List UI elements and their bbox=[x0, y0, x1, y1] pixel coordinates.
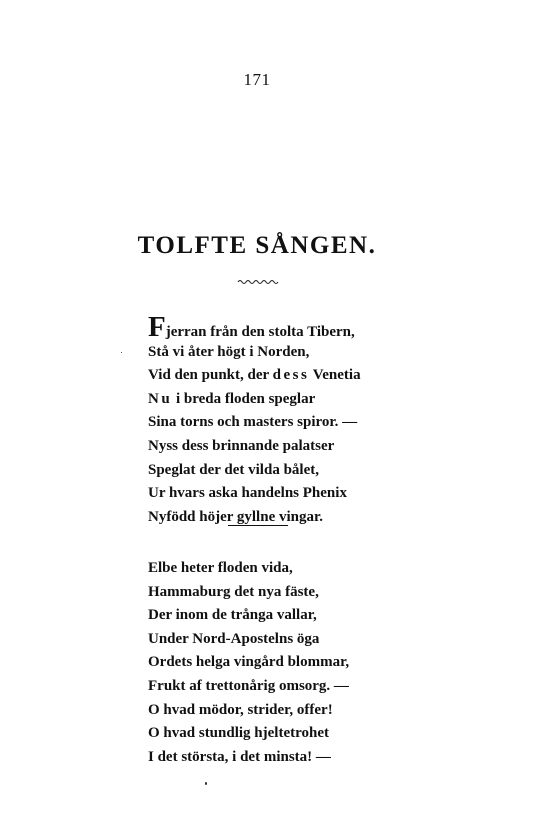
print-speck bbox=[205, 782, 207, 785]
verse-line: Sina torns och masters spiror. — bbox=[148, 414, 358, 431]
verse-line: Speglat der det vilda bålet, bbox=[148, 461, 319, 478]
chapter-title: TOLFTE SÅNGEN. bbox=[137, 232, 377, 259]
drop-initial: F bbox=[148, 311, 166, 343]
spaced-emphasis: dess bbox=[272, 367, 310, 384]
verse-line: Hammaburg det nya fäste, bbox=[148, 583, 319, 600]
verse-text: i breda floden speglar bbox=[172, 390, 316, 407]
verse-text: Vid den punkt, der bbox=[148, 367, 273, 384]
verse-line: Nyfödd höjer gyllne vingar. bbox=[148, 508, 324, 525]
print-speck bbox=[121, 352, 122, 353]
verse-line: Stå vi åter högt i Norden, bbox=[148, 343, 310, 360]
verse-line bbox=[148, 388, 528, 412]
section-divider bbox=[228, 525, 288, 526]
verse-line: Nyss dess brinnande palatser bbox=[148, 437, 335, 454]
verse-line: O hvad stundlig hjeltetrohet bbox=[148, 725, 329, 742]
verse-line: Elbe heter floden vida, bbox=[148, 560, 293, 576]
verse-text: jerran från den stolta Tibern, bbox=[165, 324, 355, 340]
spaced-emphasis: Nu bbox=[148, 390, 173, 407]
verse-text: Venetia bbox=[309, 367, 361, 384]
verse-line: O hvad mödor, strider, offer! bbox=[148, 701, 333, 718]
verse-line: Ur hvars aska handelns Phenix bbox=[148, 485, 347, 502]
verse-line: Der inom de trånga vallar, bbox=[148, 607, 317, 624]
verse-line bbox=[148, 364, 528, 388]
wavy-ornament bbox=[237, 278, 279, 286]
stanza-1 bbox=[148, 311, 528, 529]
verse-line: I det största, i det minsta! — bbox=[148, 748, 331, 765]
stanza-2 bbox=[148, 557, 528, 769]
verse-line: Under Nord-Apostelns öga bbox=[148, 630, 320, 647]
verse-line bbox=[148, 311, 528, 343]
verse-line: Ordets helga vingård blommar, bbox=[148, 654, 350, 671]
page-number: 171 bbox=[243, 70, 271, 89]
verse-line: Frukt af trettonårig omsorg. — bbox=[148, 677, 349, 694]
